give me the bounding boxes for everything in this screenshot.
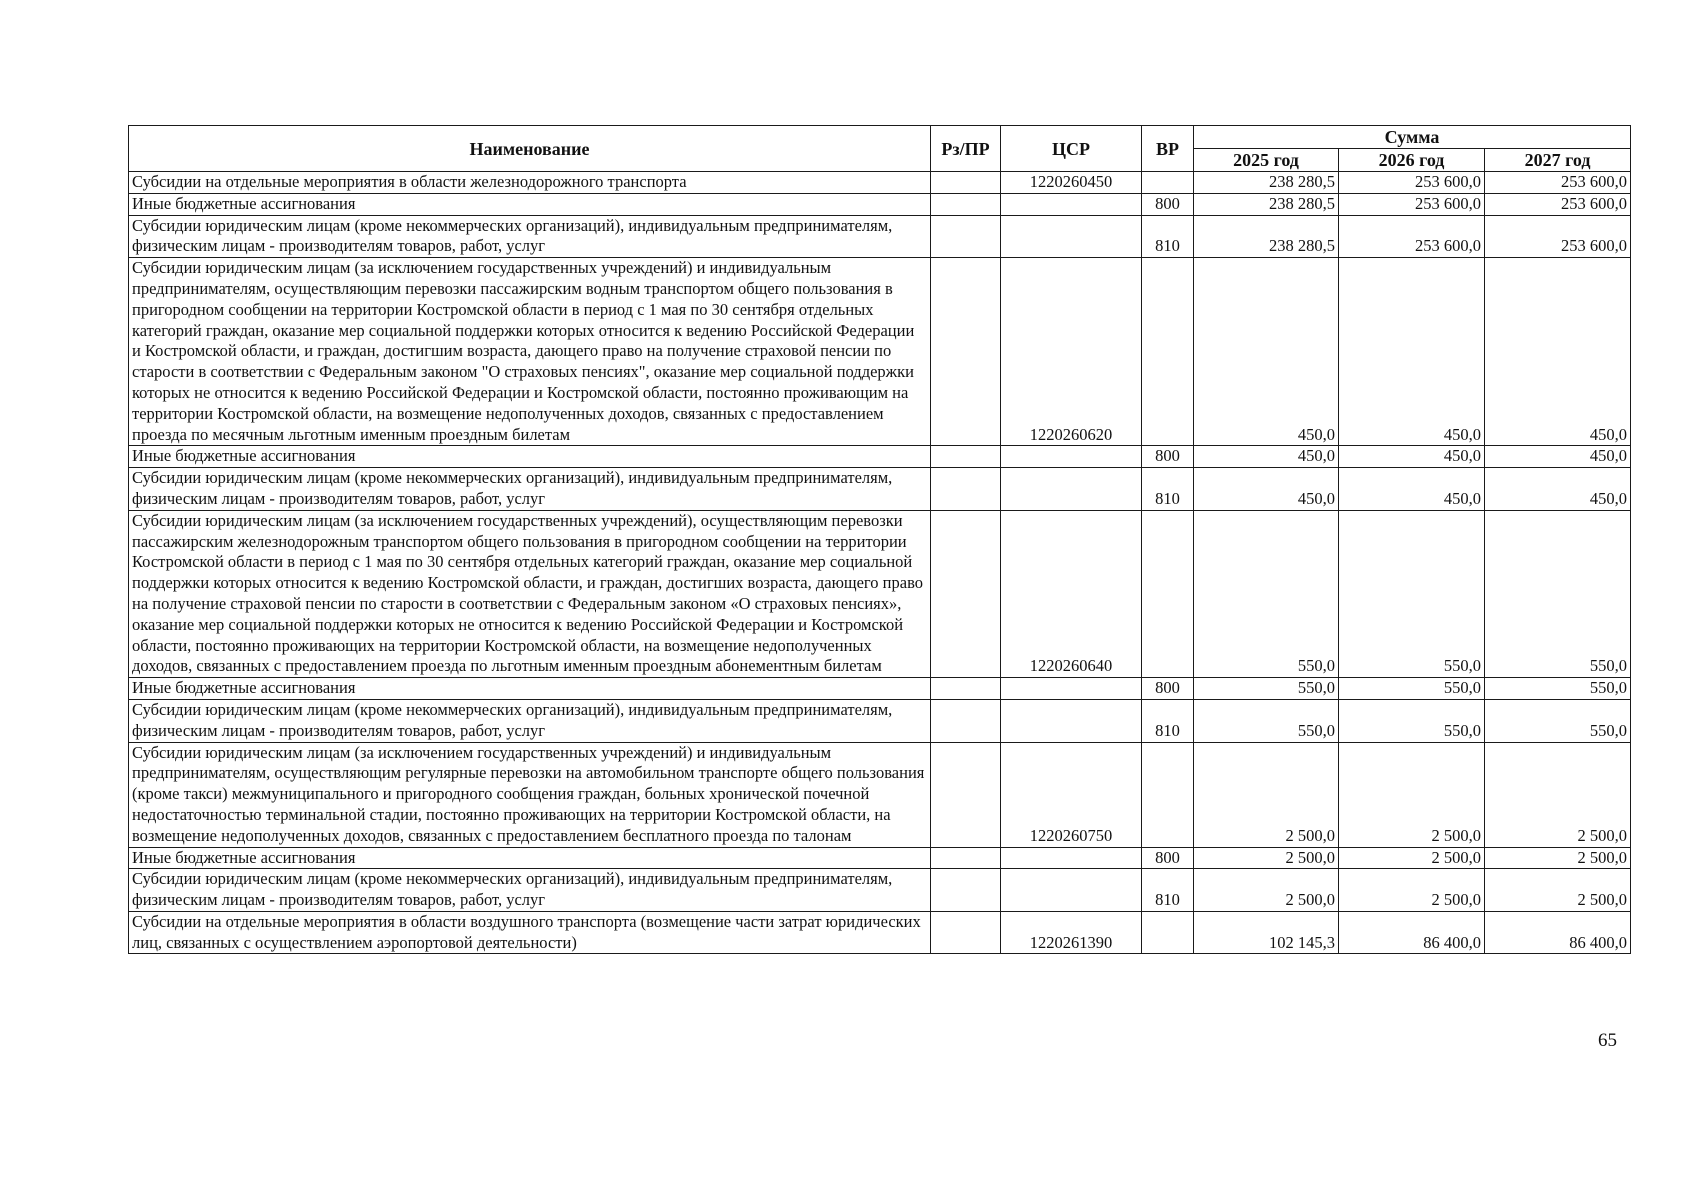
cell-rzpr: [931, 172, 1001, 194]
header-year-2026: 2026 год: [1339, 149, 1485, 172]
cell-2025: 238 280,5: [1194, 193, 1339, 215]
cell-2025: 238 280,5: [1194, 172, 1339, 194]
table-row: [129, 678, 1631, 700]
cell-2027: 550,0: [1485, 510, 1631, 677]
cell-vr: 800: [1142, 446, 1194, 468]
cell-2027: 253 600,0: [1485, 193, 1631, 215]
cell-2026: 2 500,0: [1339, 742, 1485, 847]
cell-2026: 550,0: [1339, 699, 1485, 742]
cell-csr: 1220261390: [1001, 911, 1142, 954]
cell-2027: 253 600,0: [1485, 215, 1631, 258]
cell-2027: 2 500,0: [1485, 742, 1631, 847]
cell-2025: 550,0: [1194, 699, 1339, 742]
cell-csr: [1001, 699, 1142, 742]
cell-vr: 810: [1142, 468, 1194, 511]
cell-name: Субсидии юридическим лицам (кроме некоммерческих организаций), индивидуальным предпринимателям, физическим лицам - производителям товаров, работ, услуг: [129, 699, 931, 742]
cell-vr: 800: [1142, 193, 1194, 215]
cell-csr: [1001, 468, 1142, 511]
cell-2027: 550,0: [1485, 678, 1631, 700]
cell-csr: 1220260620: [1001, 258, 1142, 446]
cell-2026: 253 600,0: [1339, 172, 1485, 194]
cell-vr: 810: [1142, 869, 1194, 912]
cell-2025: 238 280,5: [1194, 215, 1339, 258]
cell-2027: 450,0: [1485, 446, 1631, 468]
cell-csr: 1220260640: [1001, 510, 1142, 677]
table-row: [129, 869, 1631, 912]
cell-name: Иные бюджетные ассигнования: [129, 446, 931, 468]
page-number: 65: [1598, 1030, 1617, 1051]
cell-2027: 86 400,0: [1485, 911, 1631, 954]
cell-2025: 2 500,0: [1194, 847, 1339, 869]
table-row: [129, 742, 1631, 847]
cell-rzpr: [931, 911, 1001, 954]
header-name: Наименование: [129, 126, 931, 172]
cell-2026: 450,0: [1339, 258, 1485, 446]
budget-table: [128, 125, 1631, 954]
cell-rzpr: [931, 510, 1001, 677]
cell-vr: 800: [1142, 847, 1194, 869]
cell-name: Субсидии юридическим лицам (кроме некоммерческих организаций), индивидуальным предпринимателям, физическим лицам - производителям товаров, работ, услуг: [129, 468, 931, 511]
cell-csr: 1220260750: [1001, 742, 1142, 847]
cell-vr: [1142, 911, 1194, 954]
cell-2026: 86 400,0: [1339, 911, 1485, 954]
header-vr: ВР: [1142, 126, 1194, 172]
table-row: [129, 215, 1631, 258]
cell-2026: 550,0: [1339, 510, 1485, 677]
cell-vr: 800: [1142, 678, 1194, 700]
table-body: [129, 172, 1631, 954]
cell-2025: 550,0: [1194, 678, 1339, 700]
cell-name: Иные бюджетные ассигнования: [129, 678, 931, 700]
cell-2026: 550,0: [1339, 678, 1485, 700]
cell-name: Субсидии юридическим лицам (за исключением государственных учреждений), осуществляющим перевозки пассажирским железнодорожным транспортом общего пользования в пригородном сообщении на территории Костромской области в период с 1 мая по 30 сентября отдельных категорий граждан, оказание мер социальной поддержки которых относится к ведению Костромской области, и граждан, достигших возраста, дающего право на получение страховой пенсии по старости в соответствии с Федеральным законом «О страховых пенсиях», оказание мер социальной поддержки которых не относится к ведению Российской Федерации и Костромской области, постоянно проживающих на территории Костромской области, на возмещение недополученных доходов, связанных с предоставлением проезда по льготным именным проездным абонементным билетам: [129, 510, 931, 677]
cell-2026: 450,0: [1339, 468, 1485, 511]
header-sum: Сумма: [1194, 126, 1631, 149]
cell-vr: 810: [1142, 215, 1194, 258]
cell-rzpr: [931, 468, 1001, 511]
cell-2027: 450,0: [1485, 468, 1631, 511]
cell-rzpr: [931, 446, 1001, 468]
cell-rzpr: [931, 258, 1001, 446]
cell-name: Субсидии на отдельные мероприятия в области воздушного транспорта (возмещение части затрат юридических лиц, связанных с осуществлением аэропортовой деятельности): [129, 911, 931, 954]
cell-rzpr: [931, 193, 1001, 215]
cell-2026: 2 500,0: [1339, 869, 1485, 912]
cell-2027: 450,0: [1485, 258, 1631, 446]
cell-csr: [1001, 193, 1142, 215]
header-row-1: [129, 126, 1631, 149]
cell-2025: 550,0: [1194, 510, 1339, 677]
cell-name: Субсидии юридическим лицам (за исключением государственных учреждений) и индивидуальным предпринимателям, осуществляющим регулярные перевозки на автомобильном транспорте общего пользования (кроме такси) межмуниципального и пригородного сообщения граждан, больных хронической почечной недостаточностью терминальной стадии, постоянно проживающих на территории Костромской области, на возмещение недополученных доходов, связанных с предоставлением бесплатного проезда по талонам: [129, 742, 931, 847]
cell-csr: 1220260450: [1001, 172, 1142, 194]
cell-2025: 2 500,0: [1194, 742, 1339, 847]
cell-2025: 2 500,0: [1194, 869, 1339, 912]
table-row: [129, 446, 1631, 468]
cell-csr: [1001, 446, 1142, 468]
header-rzpr: Рз/ПР: [931, 126, 1001, 172]
cell-name: Субсидии юридическим лицам (кроме некоммерческих организаций), индивидуальным предпринимателям, физическим лицам - производителям товаров, работ, услуг: [129, 869, 931, 912]
cell-name: Иные бюджетные ассигнования: [129, 847, 931, 869]
cell-vr: [1142, 258, 1194, 446]
cell-2027: 2 500,0: [1485, 847, 1631, 869]
cell-vr: [1142, 172, 1194, 194]
cell-2025: 450,0: [1194, 468, 1339, 511]
header-year-2025: 2025 год: [1194, 149, 1339, 172]
cell-name: Субсидии на отдельные мероприятия в области железнодорожного транспорта: [129, 172, 931, 194]
cell-vr: [1142, 510, 1194, 677]
cell-2026: 2 500,0: [1339, 847, 1485, 869]
table-row: [129, 193, 1631, 215]
table-row: [129, 911, 1631, 954]
cell-2027: 550,0: [1485, 699, 1631, 742]
cell-2025: 102 145,3: [1194, 911, 1339, 954]
cell-csr: [1001, 869, 1142, 912]
cell-vr: 810: [1142, 699, 1194, 742]
table-row: [129, 510, 1631, 677]
cell-rzpr: [931, 742, 1001, 847]
cell-csr: [1001, 678, 1142, 700]
cell-rzpr: [931, 678, 1001, 700]
cell-rzpr: [931, 847, 1001, 869]
cell-rzpr: [931, 699, 1001, 742]
table-row: [129, 847, 1631, 869]
cell-csr: [1001, 215, 1142, 258]
table-row: [129, 699, 1631, 742]
cell-2026: 253 600,0: [1339, 193, 1485, 215]
cell-2027: 2 500,0: [1485, 869, 1631, 912]
cell-name: Иные бюджетные ассигнования: [129, 193, 931, 215]
cell-rzpr: [931, 869, 1001, 912]
cell-2025: 450,0: [1194, 258, 1339, 446]
table-row: [129, 468, 1631, 511]
cell-rzpr: [931, 215, 1001, 258]
cell-name: Субсидии юридическим лицам (за исключением государственных учреждений) и индивидуальным предпринимателям, осуществляющим перевозки пассажирским водным транспортом общего пользования в пригородном сообщении на территории Костромской области в период с 1 мая по 30 сентября отдельных категорий граждан, оказание мер социальной поддержки которых относится к ведению Российской Федерации и Костромской области, и граждан, достигшим возраста, дающего право на получение страховой пенсии по старости в соответствии с Федеральным законом "О страховых пенсиях", оказание мер социальной поддержки которых не относится к ведению Российской Федерации и Костромской области, постоянно проживающим на территории Костромской области, на возмещение недополученных доходов, связанных с предоставлением проезда по месячным льготным именным проездным билетам: [129, 258, 931, 446]
cell-vr: [1142, 742, 1194, 847]
cell-csr: [1001, 847, 1142, 869]
table-row: [129, 172, 1631, 194]
cell-2025: 450,0: [1194, 446, 1339, 468]
cell-2026: 253 600,0: [1339, 215, 1485, 258]
cell-name: Субсидии юридическим лицам (кроме некоммерческих организаций), индивидуальным предпринимателям, физическим лицам - производителям товаров, работ, услуг: [129, 215, 931, 258]
table-row: [129, 258, 1631, 446]
cell-2026: 450,0: [1339, 446, 1485, 468]
header-year-2027: 2027 год: [1485, 149, 1631, 172]
header-csr: ЦСР: [1001, 126, 1142, 172]
cell-2027: 253 600,0: [1485, 172, 1631, 194]
